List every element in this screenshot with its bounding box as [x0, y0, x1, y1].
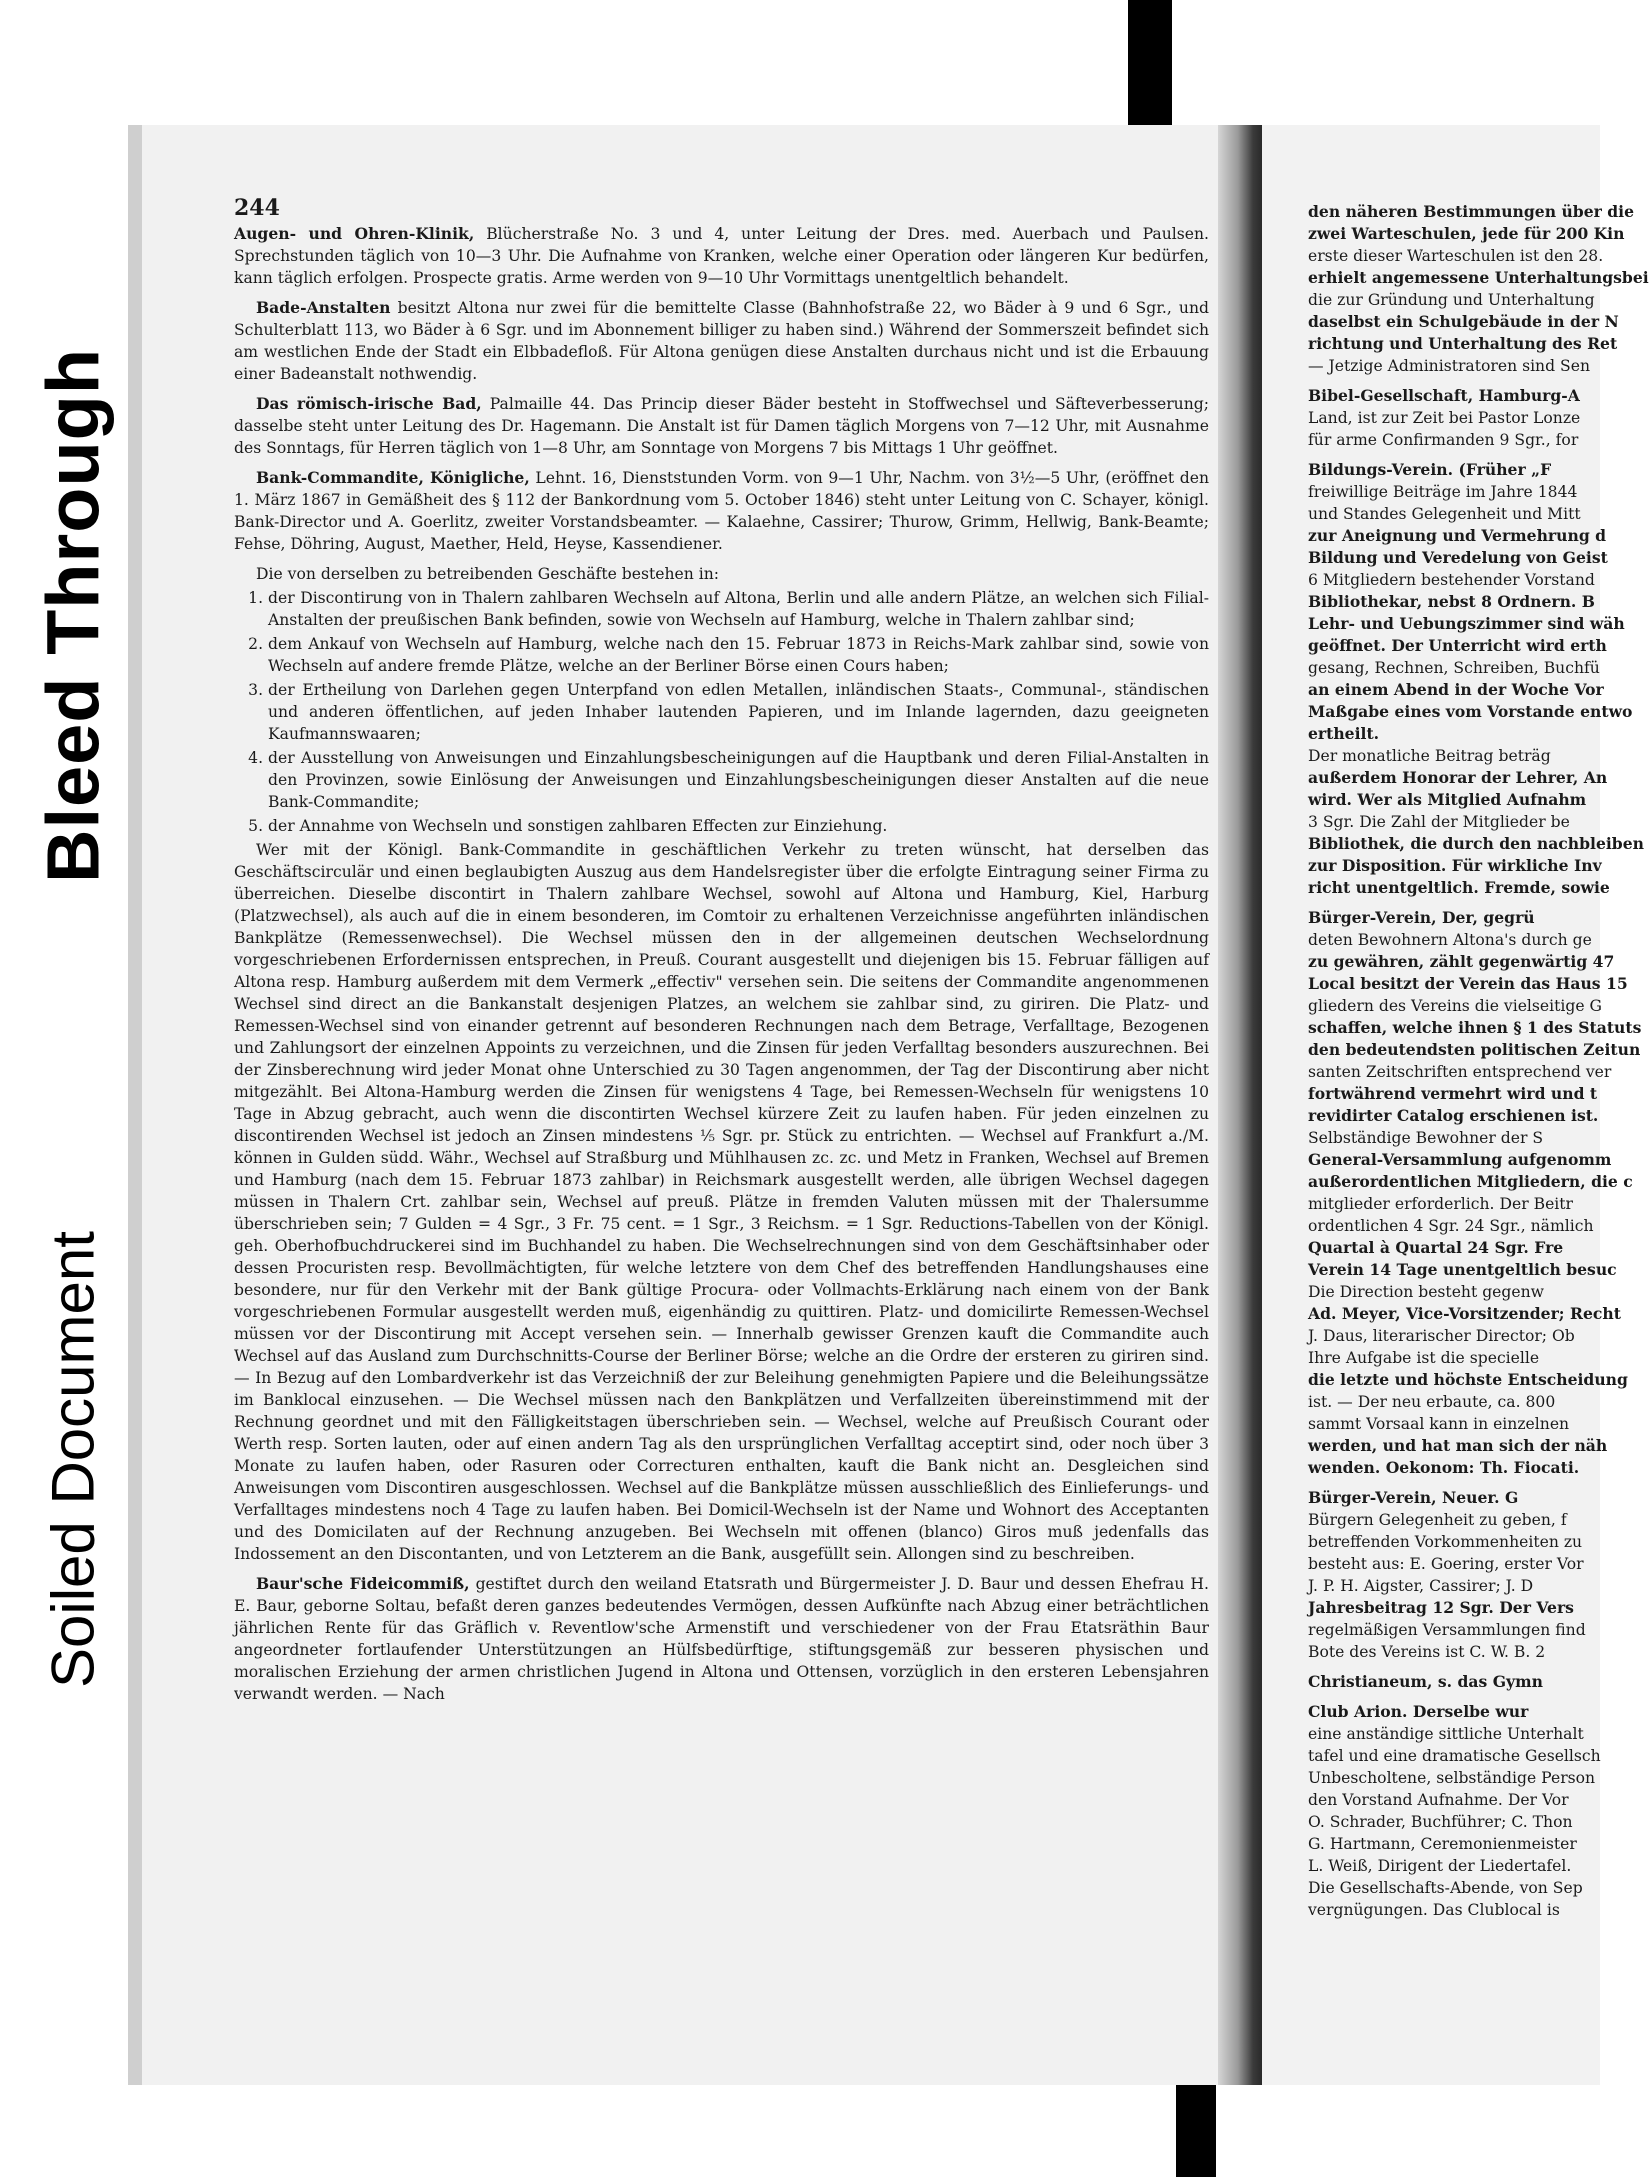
right-page-line: besteht aus: E. Goering, erster Vor	[1308, 1555, 1584, 1573]
right-page-line: regelmäßigen Versammlungen find	[1308, 1621, 1586, 1639]
heading-bank-commandite: Bank-Commandite, Königliche,	[256, 468, 530, 487]
right-page-line: für arme Confirmanden 9 Sgr., for	[1308, 431, 1579, 449]
list-item: 3. der Ertheilung von Darlehen gegen Unterpfand von edlen Metallen, inländischen Staats-, Communal-, ständischen und anderen öffentlichen, auf jeden Inhaber lautenden Papieren, und im Inlande lagernden, dazu geeigneten Kaufmannswaaren;	[268, 679, 1209, 745]
right-page-line: G. Hartmann, Ceremonienmeister	[1308, 1835, 1577, 1853]
right-page-line: die letzte und höchste Entscheidung	[1308, 1370, 1628, 1389]
right-page-line: Selbständige Bewohner der S	[1308, 1129, 1544, 1147]
right-page-line: O. Schrader, Buchführer; C. Thon	[1308, 1813, 1573, 1831]
right-page-line: Local besitzt der Verein das Haus 15	[1308, 974, 1628, 993]
paragraph-wechsel-regeln: Wer mit der Königl. Bank-Commandite in geschäftlichen Verkehr zu treten wünscht, hat derselben das Geschäftscirculär und einen beglaubigten Auszug aus dem Handelsregister über die erfolgte Eintragung seiner Firma zu überreichen. Dieselbe discontirt in Thalern zahlbare Wechsel, sowohl auf Altona und Hamburg, Kiel, Harburg (Platzwechsel), als auch auf die in einem besonderen, im Comtoir zu erhaltenen Verzeichnisse angeführten inländischen Bankplätze (Remessenwechsel). Die Wechsel müssen den in der allgemeinen deutschen Wechselordnung vorgeschriebenen Erfordernissen entsprechen, in Preuß. Courant ausgestellt und diejenigen bis 15. Februar fälligen auf Altona resp. Hamburg außerdem mit dem Vermerk „effectiv" versehen sein. Die seitens der Commandite angenommenen Wechsel sind direct an die Bankanstalt desjenigen Platzes, an welchem sie zahlbar sind, zu giriren. Die Platz- und Remessen-Wechsel sind von einander getrennt auf besonderen Rechnungen nach dem Betrage, Verfalltage, Bezogenen und Zahlungsort der einzelnen Appoints zu verzeichnen, und die Zinsen für jeden Verfalltag besonders auszurechnen. Bei der Zinsberechnung wird jeder Monat ohne Unterschied zu 30 Tagen angenommen, der Tag der Discontirung aber nicht mitgezählt. Bei Altona-Hamburg werden die Zinsen für wenigstens 4 Tage, bei Remessen-Wechseln für wenigstens 10 Tage in Abzug gebracht, auch wenn die discontirten Wechsel kürzere Zeit zu laufen haben. Für jeden einzelnen zu discontirenden Wechsel ist jedoch an Zinsen mindestens ⅕ Sgr. pr. Stück zu entrichten. — Wechsel auf Frankfurt a./M. können in Gulden südd. Währ., Wechsel auf Straßburg und Mühlhausen zc. zc. und Metz in Franken, Wechsel auf Bremen und Hamburg (nach dem 15. Februar 1873 zahlbar) in Reichsmark ausgestellt werden, alle übrigen Wechsel dagegen müssen in Thalern Crt. zahlbar sein, Wechsel auf preuß. Plätze in fremden Valuten müssen mit der Thalersumme überschrieben sein; 7 Gulden = 4 Sgr., 3 Fr. 75 cent. = 1 Sgr., 3 Reichsm. = 1 Sgr. Reductions-Tabellen von der Königl. geh. Oberhofbuchdruckerei sind im Buchhandel zu haben. Die Wechselrechnungen sind von dem Geschäftsinhaber oder dessen Procuristen resp. Bevollmächtigten, für welche letztere von dem Chef des betreffenden Handlungshauses eine besondere, nur für den Verkehr mit der Bank gültige Procura- oder Vollmachts-Erklärung nach einem von der Bank vorgeschriebenen Formular ausgestellt werden muß, eigenhändig zu quittiren. Platz- und domicilirte Remessen-Wechsel müssen vor der Discontirung mit Accept versehen sein. — Innerhalb gewisser Grenzen kauft die Commandite auch Wechsel auf das Ausland zum Durchschnitts-Course der Berliner Börse; welche an die Ordre der ersteren zu giriren sind. — In Bezug auf den Lombardverkehr ist das Verzeichniß der zur Beleihung genehmigten Papiere und die Beleihungssätze im Banklocal einzusehen. — Die Wechsel müssen nach den Bankplätzen und Verfallzeiten übereinstimmend mit der Rechnung geordnet und mit den Fälligkeitstagen überschrieben sein. — Wechsel, welche auf Preußisch Courant oder Werth resp. Sorten lauten, oder auf einen andern Tag als den ursprünglichen Verfalltag acceptirt sind, oder noch über 3 Monate zu laufen haben, oder Rasuren oder Correcturen enthalten, kauft die Bank nicht an. Desgleichen sind Anweisungen vom Discontiren ausgeschlossen. Wechsel auf die Bankplätze müssen ausschließlich des Einlieferungs- und Verfalltages mindestens noch 4 Tage zu laufen haben. Bei Domicil-Wechseln ist der Name und Wohnort des Acceptanten und des Domicilaten auf der Rechnung anzugeben. Bei Wechseln mit offenen (blanco) Giros muß jedenfalls das Indossement an den Discontanten, und von Letzterem an die Bank, ausgefüllt sein. Allongen sind zu beschreiben.	[234, 841, 1209, 1563]
right-page-line: vergnügungen. Das Clublocal is	[1308, 1901, 1560, 1919]
book-gutter	[1218, 125, 1262, 2085]
text-bank-commandite: Lehnt. 16, Dienststunden Vorm. von 9—1 Uhr, Nachm. von 3½—5 Uhr, (eröffnet den 1. März 1867 in Gemäßheit des § 112 der Bankordnung vom 5. October 1846) steht unter Leitung von C. Schayer, königl. Bank-Director und A. Goerlitz, zweiter Vorstandsbeamter. — Kalaehne, Cassirer; Thurow, Grimm, Hellwig, Bank-Beamte; Fehse, Döhring, August, Maether, Held, Heyse, Kassendiener.	[234, 469, 1209, 553]
business-list	[234, 587, 1209, 837]
right-page-line: außerordentlichen Mitgliedern, die c	[1308, 1172, 1633, 1191]
right-page-line: Maßgabe eines vom Vorstande entwo	[1308, 702, 1633, 721]
right-page-line: J. Daus, literarischer Director; Ob	[1308, 1327, 1575, 1345]
bleed-through-label: Bleed Through	[31, 347, 115, 883]
right-page-line: wird. Wer als Mitglied Aufnahm	[1308, 790, 1587, 809]
right-page-line: Der monatliche Beitrag beträg	[1308, 747, 1551, 765]
right-page-line: deten Bewohnern Altona's durch ge	[1308, 931, 1592, 949]
right-page-line: an einem Abend in der Woche Vor	[1308, 680, 1604, 699]
right-page-line: J. P. H. Aigster, Cassirer; J. D	[1308, 1577, 1534, 1595]
text-baur-fideicommiss: gestiftet durch den weiland Etatsrath und Bürgermeister J. D. Baur und dessen Ehefrau H. E. Baur, geborne Soltau, befaßt deren ganzes bedeutendes Vermögen, dessen Aufkünfte nach Abzug einer beträchtlichen jährlichen Rente für das Gräflich v. Reventlow'sche Armenstift und verschiedener von der Frau Etatsräthin Baur angeordneter fortlaufender Unterstützungen an Hülfsbedürftige, stiftungsgemäß zur besseren physischen und moralischen Erziehung der armen christlichen Jugend in Altona und Ottensen, vorzüglich in den ersteren Lebensjahren verwandt werden. — Nach	[234, 1575, 1209, 1703]
right-page-line: Unbescholtene, selbständige Person	[1308, 1769, 1596, 1787]
right-page-line: 3 Sgr. Die Zahl der Mitglieder be	[1308, 813, 1570, 831]
right-page-line: geöffnet. Der Unterricht wird erth	[1308, 636, 1607, 655]
right-page-line: werden, und hat man sich der näh	[1308, 1436, 1608, 1455]
text-geschaefte-intro: Die von derselben zu betreibenden Geschäfte bestehen in:	[256, 565, 720, 583]
list-item: 5. der Annahme von Wechseln und sonstigen zahlbaren Effecten zur Einziehung.	[268, 815, 1209, 837]
paragraph-bank-commandite	[234, 467, 1209, 555]
paragraph-baur-fideicommiss	[234, 1573, 1209, 1705]
right-page-line: Verein 14 Tage unentgeltlich besuc	[1308, 1260, 1617, 1279]
right-page-line: zu gewähren, zählt gegenwärtig 47	[1308, 952, 1615, 971]
right-page-line: freiwillige Beiträge im Jahre 1844	[1308, 483, 1578, 501]
list-item: 2. dem Ankauf von Wechseln auf Hamburg, welche nach den 15. Februar 1873 in Reichs-Mark zahlbar sind, sowie von Wechseln auf andere fremde Plätze, welche an der Berliner Börse einen Cours haben;	[268, 633, 1209, 677]
right-page-line: Die Gesellschafts-Abende, von Sep	[1308, 1879, 1583, 1897]
page-number: 244	[234, 195, 280, 221]
right-page-line: zur Disposition. Für wirkliche Inv	[1308, 856, 1602, 875]
right-page-line: und Standes Gelegenheit und Mitt	[1308, 505, 1581, 523]
right-page-line: L. Weiß, Dirigent der Liedertafel.	[1308, 1857, 1572, 1875]
list-item: 4. der Ausstellung von Anweisungen und Einzahlungsbescheinigungen auf die Hauptbank und deren Filial-Anstalten in den Provinzen, sowie Einlösung der Anweisungen und Einzahlungsbescheinigungen dieser Anstalten auf die neue Bank-Commandite;	[268, 747, 1209, 813]
line-gap	[1308, 899, 1638, 907]
right-page-line: wenden. Oekonom: Th. Fiocati.	[1308, 1458, 1580, 1477]
line-gap	[1308, 377, 1638, 385]
right-page-line: betreffenden Vorkommenheiten zu	[1308, 1533, 1583, 1551]
right-page-line: schaffen, welche ihnen § 1 des Statuts	[1308, 1018, 1642, 1037]
line-gap	[1308, 1693, 1638, 1701]
right-page-line: erste dieser Warteschulen ist den 28.	[1308, 247, 1604, 265]
right-page-content	[1308, 201, 1649, 1921]
paragraph-roemisch-irische-bad	[234, 393, 1209, 459]
left-page	[128, 125, 1218, 2085]
right-page-line: Land, ist zur Zeit bei Pastor Lonze	[1308, 409, 1581, 427]
right-page-line: Quartal à Quartal 24 Sgr. Fre	[1308, 1238, 1564, 1257]
right-page-line: Bibliothekar, nebst 8 Ordnern. B	[1308, 592, 1595, 611]
right-page-line: Bürger-Verein, Der, gegrü	[1308, 908, 1535, 927]
right-page-line: gliedern des Vereins die vielseitige G	[1308, 997, 1603, 1015]
right-page-line: tafel und eine dramatische Gesellsch	[1308, 1747, 1601, 1765]
right-page-line: ordentlichen 4 Sgr. 24 Sgr., nämlich	[1308, 1217, 1594, 1235]
right-page-line: General-Versammlung aufgenomm	[1308, 1150, 1612, 1169]
right-page-line: Bildungs-Verein. (Früher „F	[1308, 460, 1552, 479]
paragraph-augen-klinik	[234, 223, 1209, 289]
right-page-line: ertheilt.	[1308, 724, 1380, 743]
right-page-line: fortwährend vermehrt wird und t	[1308, 1084, 1598, 1103]
text-roemisch-irische-bad: Palmaille 44. Das Princip dieser Bäder besteht in Stoffwechsel und Säfteverbesserung; dasselbe steht unter Leitung des Dr. Hagemann. Die Anstalt ist für Damen täglich Morgens von 7—12 Uhr, mit Ausnahme des Sonntags, für Herren täglich von 1—8 Uhr, am Sonntage von Morgens 7 bis Mittags 1 Uhr geöffnet.	[234, 395, 1209, 457]
scanned-book-spread	[128, 125, 1649, 2085]
paragraph-geschaefte-intro	[234, 563, 1209, 585]
heading-roemisch-irische-bad: Das römisch-irische Bad,	[256, 394, 482, 413]
right-page-line: zwei Warteschulen, jede für 200 Kin	[1308, 224, 1625, 243]
right-page-line: Bibliothek, die durch den nachbleiben	[1308, 834, 1644, 853]
right-page-line: Christianeum, s. das Gymn	[1308, 1672, 1543, 1691]
right-page-line: revidirter Catalog erschienen ist.	[1308, 1106, 1599, 1125]
left-page-content	[234, 195, 1209, 1713]
right-page-line: Bote des Vereins ist C. W. B. 2	[1308, 1643, 1546, 1661]
scan-black-bar-top	[1128, 0, 1172, 125]
list-item: 1. der Discontirung von in Thalern zahlbaren Wechseln auf Altona, Berlin und alle andern Plätze, an welchen sich Filial-Anstalten der preußischen Bank befinden, sowie von Wechseln auf Hamburg, welche in Thalern zahlbar sind;	[268, 587, 1209, 631]
right-page-line: Bürger-Verein, Neuer. G	[1308, 1488, 1519, 1507]
right-page-line: Bildung und Veredelung von Geist	[1308, 548, 1608, 567]
right-page-line: daselbst ein Schulgebäude in der N	[1308, 312, 1619, 331]
heading-augen-klinik: Augen- und Ohren-Klinik,	[234, 224, 475, 243]
right-page-line: den näheren Bestimmungen über die	[1308, 202, 1635, 221]
right-page-line: erhielt angemessene Unterhaltungsbei	[1308, 268, 1649, 287]
right-page-line: richtung und Unterhaltung des Ret	[1308, 334, 1618, 353]
line-gap	[1308, 1479, 1638, 1487]
right-page-line: eine anständige sittliche Unterhalt	[1308, 1725, 1584, 1743]
text-bade-anstalten: besitzt Altona nur zwei für die bemittelte Classe (Bahnhofstraße 22, wo Bäder à 9 und 6 Sgr., und Schulterblatt 113, wo Bäder à 6 Sgr. und im Abonnement billiger zu haben sind.) Während der Sommerszeit befindet sich am westlichen Ende der Stadt ein Elbbadefloß. Für Altona genügen diese Anstalten durchaus nicht und ist die Erbauung einer Badeanstalt nothwendig.	[234, 299, 1209, 383]
paragraph-bade-anstalten	[234, 297, 1209, 385]
right-page-line: den Vorstand Aufnahme. Der Vor	[1308, 1791, 1569, 1809]
right-page-line: den bedeutendsten politischen Zeitun	[1308, 1040, 1641, 1059]
soiled-document-label: Soiled Document	[39, 1231, 107, 1689]
right-page-line: Ihre Aufgabe ist die specielle	[1308, 1349, 1540, 1367]
right-page-line: richt unentgeltlich. Fremde, sowie	[1308, 878, 1610, 897]
right-page-line: gesang, Rechnen, Schreiben, Buchfü	[1308, 659, 1600, 677]
right-page-line: Club Arion. Derselbe wur	[1308, 1702, 1529, 1721]
right-page-line: außerdem Honorar der Lehrer, An	[1308, 768, 1608, 787]
right-page	[1262, 125, 1649, 2085]
right-page-line: ist. — Der neu erbaute, ca. 800	[1308, 1393, 1556, 1411]
right-page-line: sammt Vorsaal kann in einzelnen	[1308, 1415, 1570, 1433]
line-gap	[1308, 1663, 1638, 1671]
right-page-line: santen Zeitschriften entsprechend ver	[1308, 1063, 1612, 1081]
right-page-line: Lehr- und Uebungszimmer sind wäh	[1308, 614, 1625, 633]
right-page-line: mitglieder erforderlich. Der Beitr	[1308, 1195, 1574, 1213]
heading-baur-fideicommiss: Baur'sche Fideicommiß,	[256, 1574, 470, 1593]
text-augen-klinik: Blücherstraße No. 3 und 4, unter Leitung der Dres. med. Auerbach und Paulsen. Sprechstunden täglich von 10—3 Uhr. Die Aufnahme von Kranken, welche einer Operation oder längeren Kur bedürfen, kann täglich erfolgen. Prospecte gratis. Arme werden von 9—10 Uhr Vormittags unentgeltlich behandelt.	[234, 225, 1209, 287]
right-page-line: 6 Mitgliedern bestehender Vorstand	[1308, 571, 1595, 589]
right-page-line: Bürgern Gelegenheit zu geben, f	[1308, 1511, 1567, 1529]
right-page-line: Bibel-Gesellschaft, Hamburg-A	[1308, 386, 1580, 405]
heading-bade-anstalten: Bade-Anstalten	[256, 298, 391, 317]
right-page-line: — Jetzige Administratoren sind Sen	[1308, 357, 1590, 375]
right-page-line: die zur Gründung und Unterhaltung	[1308, 291, 1595, 309]
right-page-line: zur Aneignung und Vermehrung d	[1308, 526, 1607, 545]
right-page-line: Ad. Meyer, Vice-Vorsitzender; Recht	[1308, 1304, 1621, 1323]
right-page-line: Jahresbeitrag 12 Sgr. Der Vers	[1308, 1598, 1574, 1617]
right-page-line: Die Direction besteht gegenw	[1308, 1283, 1545, 1301]
line-gap	[1308, 451, 1638, 459]
